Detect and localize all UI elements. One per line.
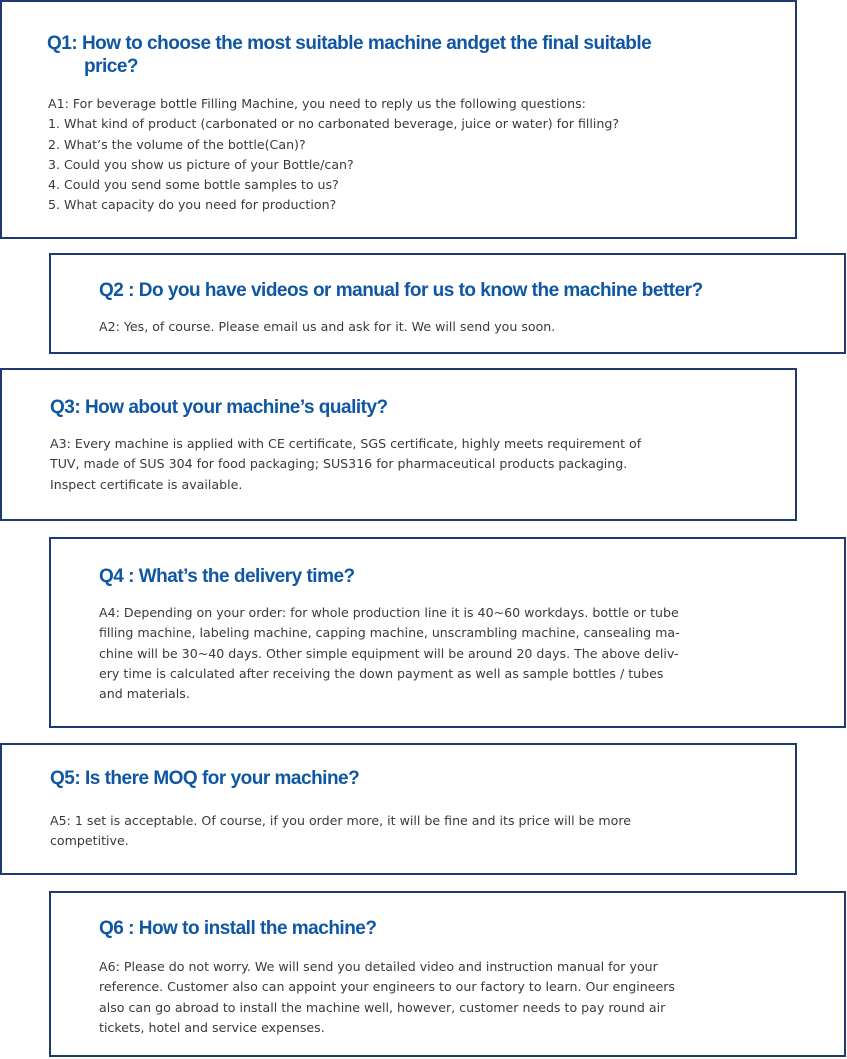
faq-card-q3 — [0, 368, 797, 521]
faq-question-q5: Q5: Is there MOQ for your machine? — [50, 768, 360, 789]
faq-answer-a1: A1: For beverage bottle Filling Machine, you need to reply us the following questions: 1. What kind of product (carbonated or no carbonated beverage, juice or water) for filling? 2. What’s the volume of the bottle(Can)? 3. Could you show us picture of your Bottle/can? 4. Could you send some bottle samples to us? 5. What capacity do you need for production? — [48, 96, 620, 213]
faq-question-q2: Q2 : Do you have videos or manual for us to know the machine better? — [99, 280, 703, 301]
faq-answer-a3: A3: Every machine is applied with CE certificate, SGS certificate, highly meets requirement of TUV, made of SUS 304 for food packaging; SUS316 for pharmaceutical products packaging. Inspect certificate is available. — [50, 436, 642, 492]
faq-question-q4: Q4 : What’s the delivery time? — [99, 566, 355, 587]
faq-answer-a4: A4: Depending on your order: for whole production line it is 40~60 workdays. bottle or tube filling machine, labeling machine, capping machine, unscrambling machine, cansealing ma- chine will be 30~40 days. Other simple equipment will be around 20 days. The above deliv- ery time is calculated after receiving the down payment as well as sample bottles / tubes and materials. — [99, 605, 680, 702]
faq-question-q1: Q1: How to choose the most suitable machine andget the final suitable price? — [47, 33, 652, 77]
faq-question-q3: Q3: How about your machine’s quality? — [50, 397, 388, 418]
faq-card-q1 — [0, 0, 797, 239]
faq-card-q6 — [49, 891, 846, 1057]
faq-answer-a2: A2: Yes, of course. Please email us and ask for it. We will send you soon. — [99, 319, 556, 334]
faq-card-q4 — [49, 537, 846, 728]
faq-card-q2 — [49, 253, 846, 354]
faq-answer-a6: A6: Please do not worry. We will send you detailed video and instruction manual for your reference. Customer also can appoint your engineers to our factory to learn. Our engineers also can go abroad to install the machine well, however, customer needs to pay round air tickets, hotel and service expenses. — [99, 959, 675, 1035]
faq-card-q5 — [0, 743, 797, 875]
faq-question-q6: Q6 : How to install the machine? — [99, 918, 377, 939]
faq-answer-a5: A5: 1 set is acceptable. Of course, if you order more, it will be fine and its price will be more competitive. — [50, 813, 632, 849]
